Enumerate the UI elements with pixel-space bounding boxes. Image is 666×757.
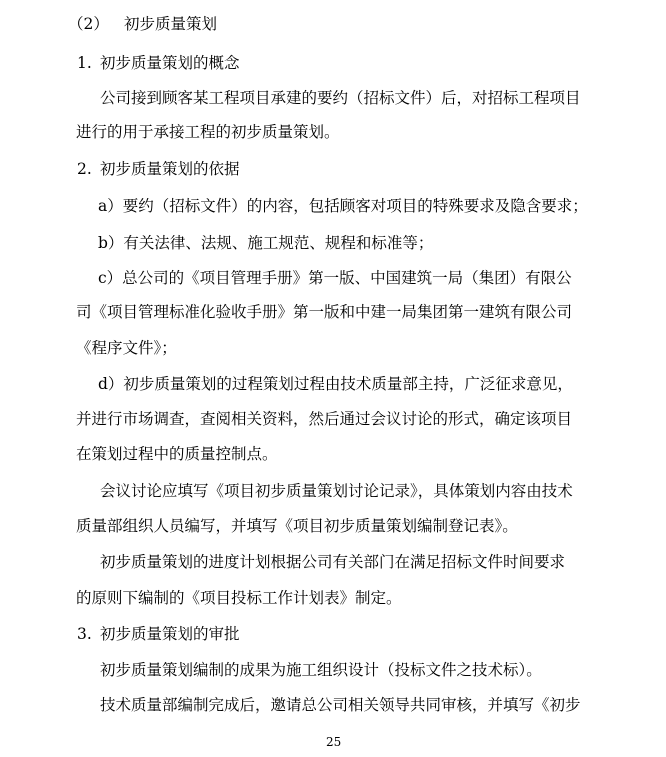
basis-c-line-1: c）总公司的《项目管理手册》第一版、中国建筑一局（集团）有限公 [98,269,572,287]
page-number: 25 [326,735,342,749]
approval-review: 技术质量部编制完成后，邀请总公司相关领导共同审核，并填写《初步 [100,696,581,714]
item-1-number: 1. [77,54,92,72]
item-2-number: 2. [77,160,92,178]
basis-d-line-2: 并进行市场调查，查阅相关资料，然后通过会议讨论的形式，确定该项目 [76,410,573,428]
basis-d-line-1: d）初步质量策划的过程策划过程由技术质量部主持，广泛征求意见， [98,375,573,393]
approval-result: 初步质量策划编制的成果为施工组织设计（投标文件之技术标）。 [100,661,542,679]
basis-a: a）要约（招标文件）的内容，包括顾客对项目的特殊要求及隐含要求； [98,197,588,215]
section-number: （2） [68,15,109,33]
meeting-line-2: 质量部组织人员编写，并填写《项目初步质量策划编制登记表》。 [76,517,518,535]
basis-c-line-3: 《程序文件》； [76,339,177,357]
schedule-line-1: 初步质量策划的进度计划根据公司有关部门在满足招标文件时间要求 [100,553,566,571]
paragraph-concept-line-2: 进行的用于承接工程的初步质量策划。 [76,123,340,141]
item-2-title: 初步质量策划的依据 [100,160,240,178]
paragraph-concept-line-1: 公司接到顾客某工程项目承建的要约（招标文件）后，对招标工程项目 [100,89,581,107]
schedule-line-2: 的原则下编制的《项目投标工作计划表》制定。 [76,589,402,607]
section-title: 初步质量策划 [124,15,218,33]
basis-c-line-2: 司《项目管理标准化验收手册》第一版和中建一局集团第一建筑有限公司 [76,303,573,321]
meeting-line-1: 会议讨论应填写《项目初步质量策划讨论记录》，具体策划内容由技术 [100,482,573,500]
item-3-number: 3. [77,625,92,643]
basis-d-line-3: 在策划过程中的质量控制点。 [76,445,278,463]
item-1-title: 初步质量策划的概念 [100,54,240,72]
item-3-title: 初步质量策划的审批 [100,625,240,643]
basis-b: b）有关法律、法规、施工规范、规程和标准等； [98,234,434,252]
